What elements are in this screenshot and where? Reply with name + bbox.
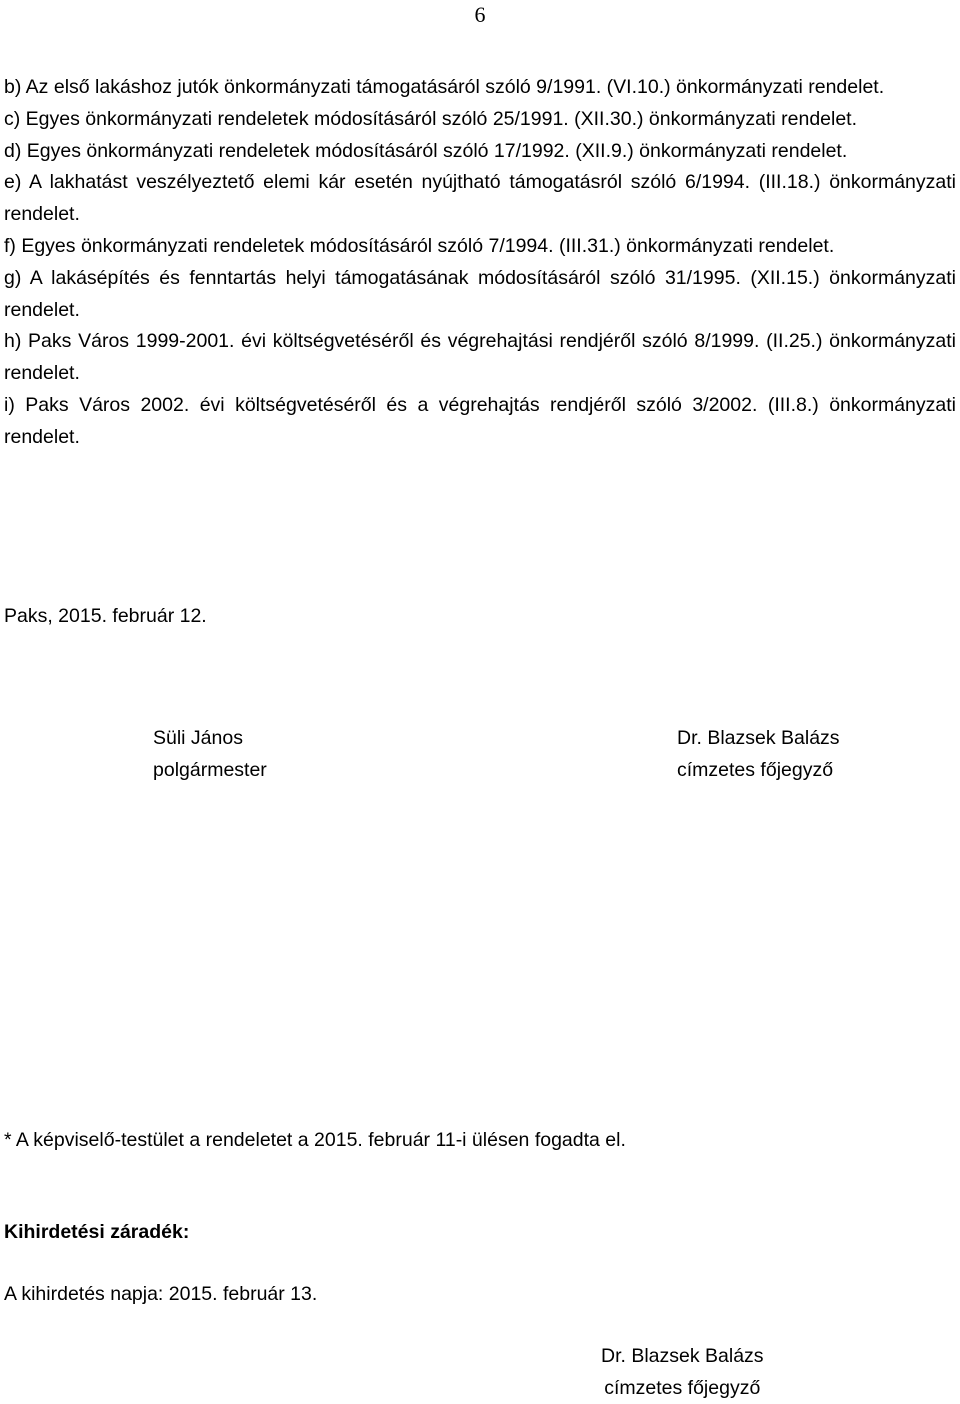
list-item: c) Egyes önkormányzati rendeletek módosításáról szóló 25/1991. (XII.30.) önkormányzati rendelet. [4,104,956,136]
list-item: h) Paks Város 1999-2001. évi költségvetéséről és végrehajtási rendjéről szóló 8/1999. (II.25.) önkormányzati rendelet. [4,326,956,390]
list-item: b) Az első lakáshoz jutók önkormányzati támogatásáról szóló 9/1991. (VI.10.) önkormányzati rendelet. [4,72,956,104]
list-item: e) A lakhatást veszélyeztető elemi kár esetén nyújtható támogatásról szóló 6/1994. (III.18.) önkormányzati rendelet. [4,167,956,231]
list-item: i) Paks Város 2002. évi költségvetéséről és a végrehajtás rendjéről szóló 3/2002. (III.8.) önkormányzati rendelet. [4,390,956,454]
mayor-name: Süli János [153,723,267,755]
announcement-signer-name: Dr. Blazsek Balázs [601,1341,764,1373]
mayor-signature-block [153,723,267,786]
notary-signature-block [677,723,840,786]
list-item: f) Egyes önkormányzati rendeletek módosításáról szóló 7/1994. (III.31.) önkormányzati rendelet. [4,231,956,263]
adoption-note: * A képviselő-testület a rendeletet a 2015. február 11-i ülésen fogadta el. [4,1125,626,1156]
list-item: g) A lakásépítés és fenntartás helyi támogatásának módosításáról szóló 31/1995. (XII.15.) önkormányzati rendelet. [4,263,956,327]
repealed-regulations-list [4,72,956,454]
announcement-signature-block [601,1341,764,1404]
mayor-title: polgármester [153,755,267,787]
page-number: 6 [0,2,960,28]
announcement-heading: Kihirdetési záradék: [4,1217,189,1248]
place-and-date: Paks, 2015. február 12. [4,601,207,632]
notary-name: Dr. Blazsek Balázs [677,723,840,755]
announcement-date: A kihirdetés napja: 2015. február 13. [4,1279,317,1310]
announcement-signer-title: címzetes főjegyző [601,1373,764,1404]
notary-title: címzetes főjegyző [677,755,840,787]
list-item: d) Egyes önkormányzati rendeletek módosításáról szóló 17/1992. (XII.9.) önkormányzati rendelet. [4,136,956,168]
